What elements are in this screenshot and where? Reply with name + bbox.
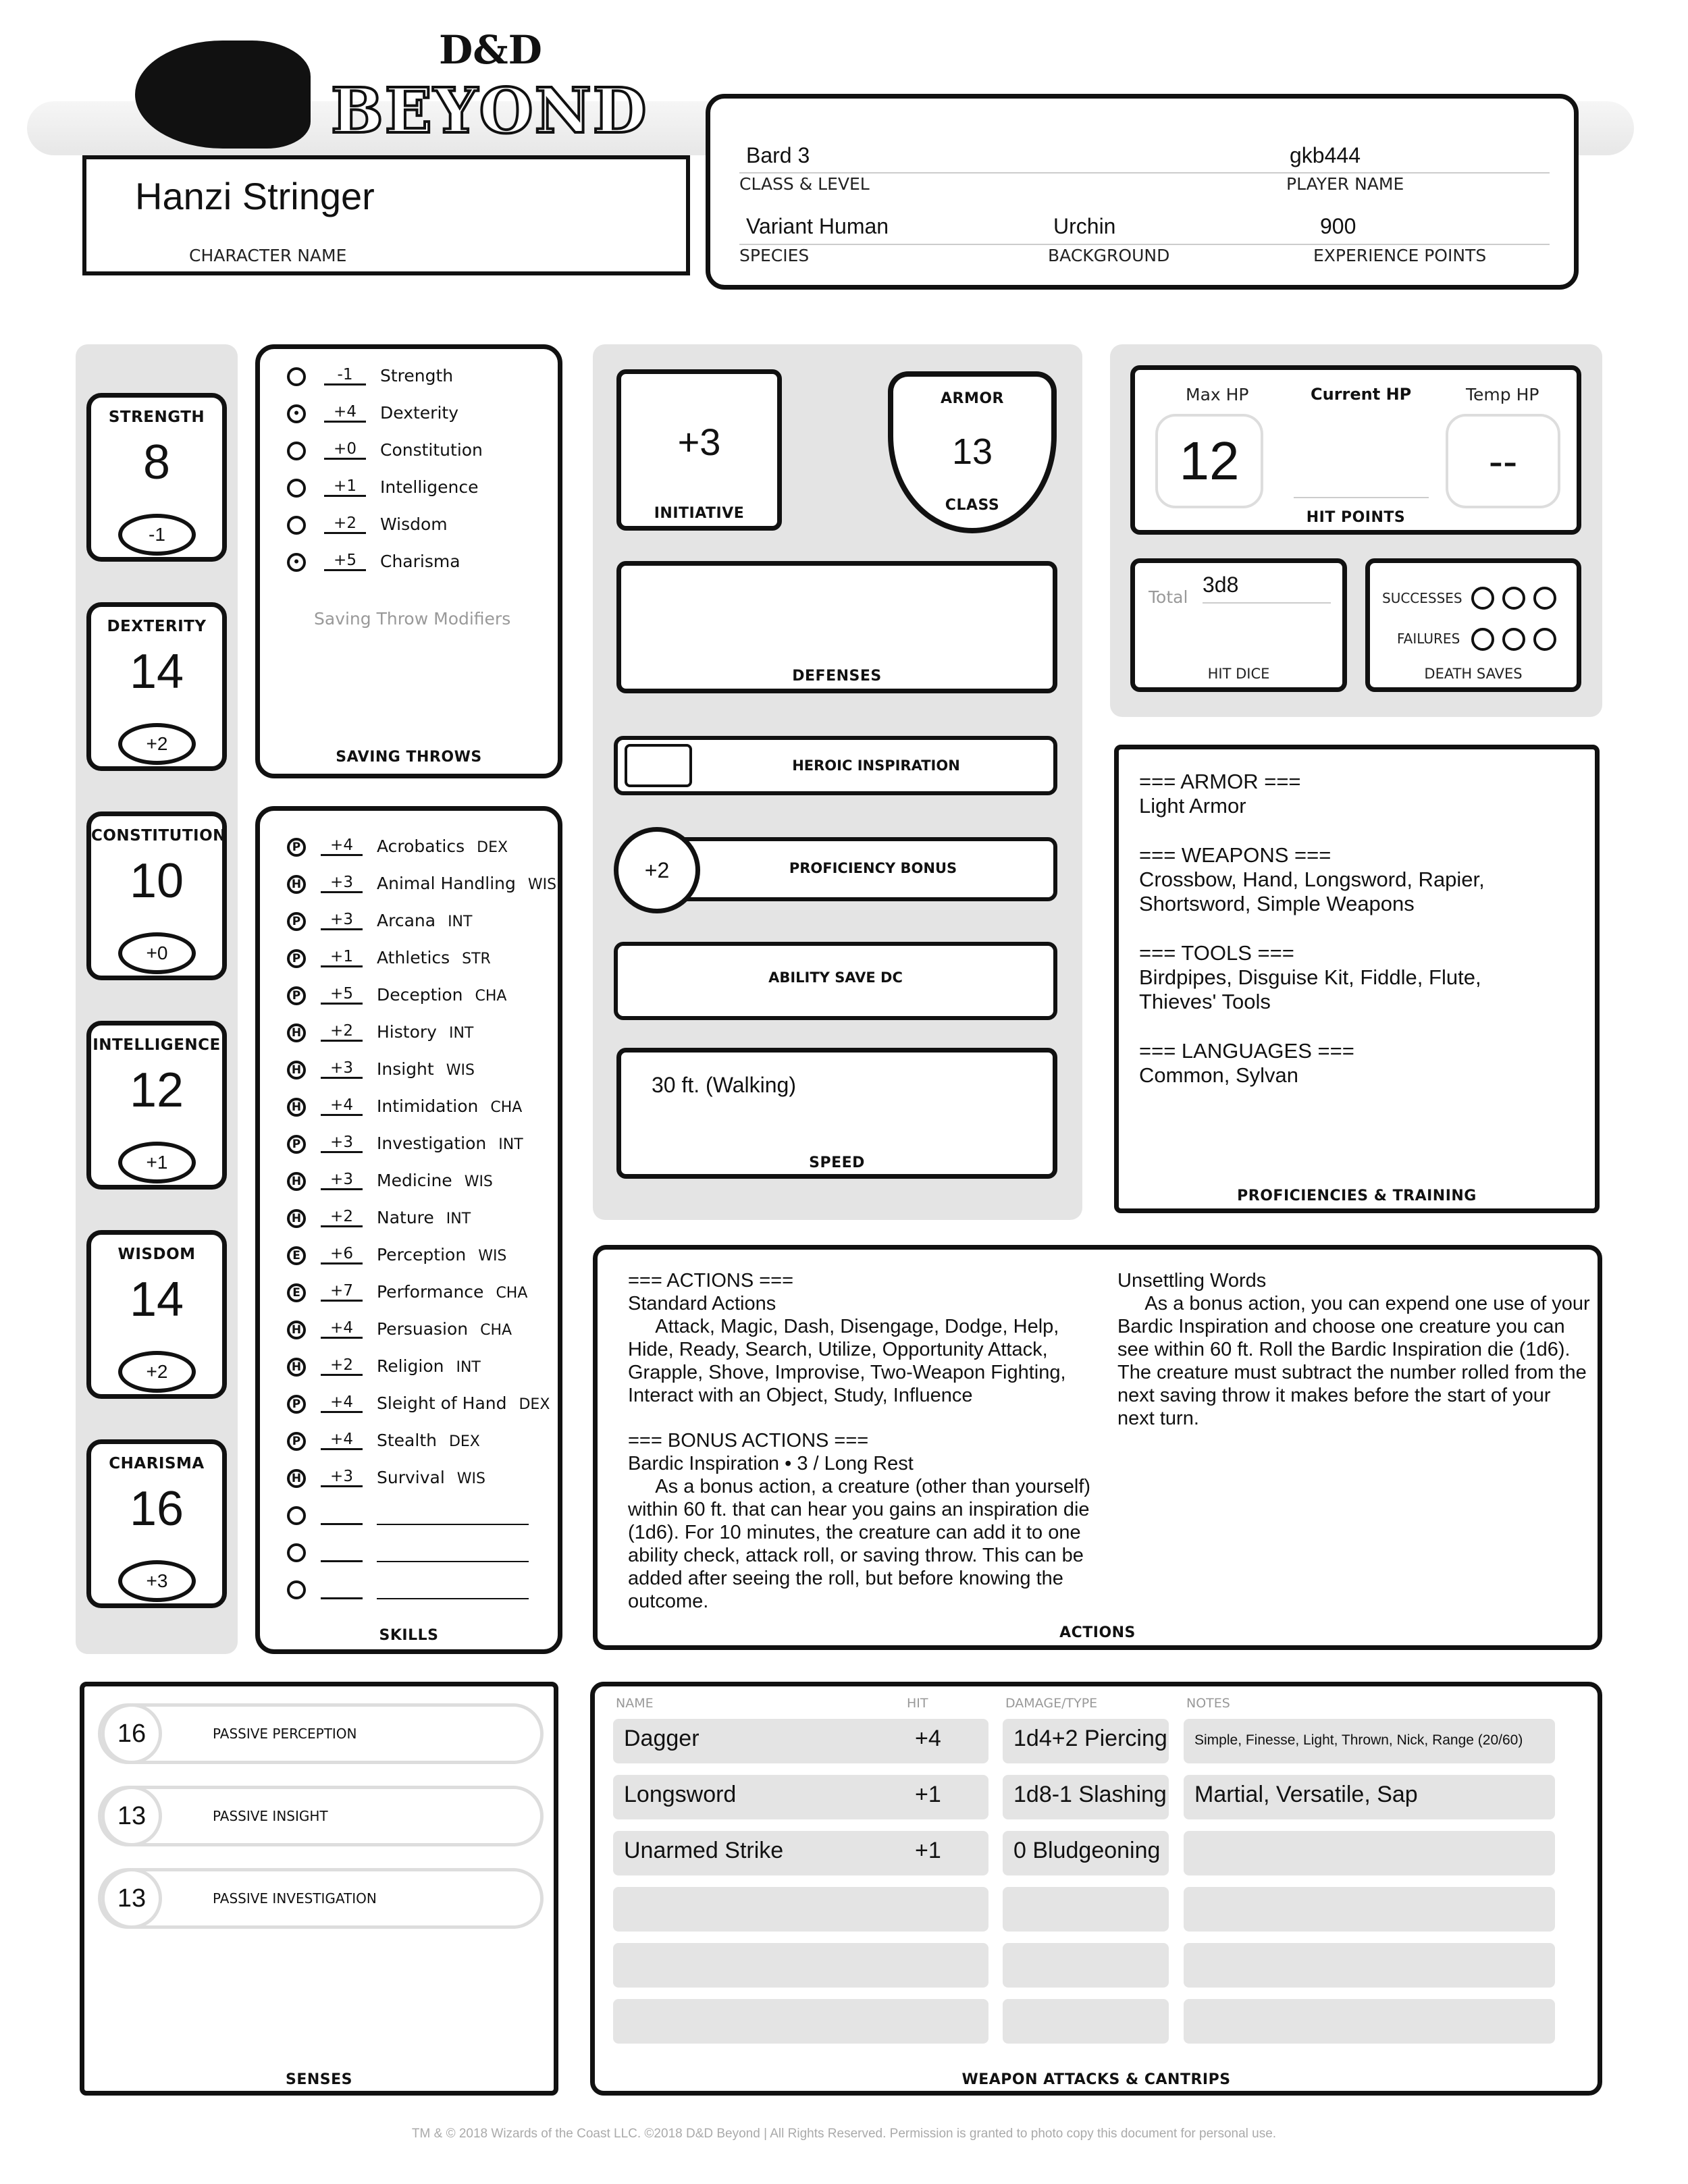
skill-label: Arcana [377,911,436,930]
skill-name [377,1356,481,1376]
death-saves-label: DEATH SAVES [1424,666,1523,682]
skill-ability: DEX [448,1433,480,1450]
hit-dice-box [1130,558,1347,692]
saving-throw-modifier: -1 [324,366,366,385]
divider [739,172,1550,174]
skill-name [377,1171,493,1190]
empty-circle-icon[interactable] [287,1580,306,1599]
skill-modifier: +4 [321,836,363,856]
proficiency-p-icon[interactable]: P [287,838,306,857]
weapon-column-header: HIT [907,1696,928,1711]
skill-name [377,1319,512,1339]
ability-modifier-oval [118,1351,196,1393]
blank-modifier[interactable] [321,1579,363,1599]
actions-text-right: Unsettling Words As a bonus action, you can expend one use of your Bardic Inspiration and choose one creature you can see within 60 ft. Roll the Bardic Inspiration die (1d6). The creature must subtract the number rolled from the next saving throw it makes before the start of your next turn. [1117,1270,1590,1429]
max-hp-label: Max HP [1186,385,1249,404]
not-proficient-circle-icon[interactable] [287,367,306,386]
background-label: BACKGROUND [1048,246,1170,265]
skill-ability: CHA [475,988,507,1005]
skill-ability: INT [456,1359,481,1376]
skills-title: SKILLS [379,1627,439,1644]
armor-class-value[interactable]: 13 [951,431,993,472]
max-hp-value: 12 [1179,431,1240,491]
skill-row [273,948,557,982]
skill-ability: INT [448,913,473,930]
skill-ability: DEX [519,1396,550,1413]
ability-box-charisma [86,1439,227,1608]
sense-value: 13 [117,1801,147,1830]
skill-row [273,1431,557,1464]
proficiency-p-icon[interactable]: P [287,1395,306,1414]
ability-box-dexterity [86,602,227,771]
current-hp-label: Current HP [1311,385,1412,404]
ability-score[interactable]: 12 [129,1063,184,1117]
weapon-notes[interactable]: Martial, Versatile, Sap [1184,1775,1555,1819]
skill-ability: WIS [456,1470,486,1487]
proficiency-e-icon[interactable]: E [287,1283,306,1302]
skill-name [377,911,472,930]
ability-save-dc-bar [614,942,1057,1020]
logo-beyond: BEYOND [331,74,648,147]
skill-row [273,1282,557,1316]
skill-name [377,1059,475,1079]
ability-modifier: +1 [146,1152,168,1173]
ability-modifier: +2 [146,1361,168,1382]
skill-row [273,1393,557,1427]
sense-value-circle [101,1868,162,1929]
ability-score[interactable]: 10 [129,854,184,908]
skill-name [377,836,508,856]
saving-throw-row [273,366,557,400]
proficiency-p-icon[interactable]: P [287,949,306,968]
proficiency-bonus-bar [648,837,1057,901]
blank-weapon-cell[interactable] [1003,1887,1169,1932]
saving-throws-title: SAVING THROWS [336,749,482,766]
blank-weapon-cell[interactable] [613,1943,924,1988]
saving-throw-name: Charisma [380,552,460,571]
blank-skill-name[interactable] [377,1579,529,1599]
saving-throws-box [255,344,562,778]
weapon-column-header: NOTES [1186,1696,1230,1711]
skill-label: Medicine [377,1171,452,1190]
defenses-label: DEFENSES [792,668,882,685]
skill-label: Stealth [377,1431,437,1450]
proficiency-e-icon[interactable]: E [287,1246,306,1265]
skill-ability: CHA [480,1322,512,1339]
weapon-damage[interactable]: 0 Bludgeoning [1003,1831,1169,1875]
blank-skill-row[interactable] [273,1505,557,1539]
senses-title: SENSES [285,2071,352,2088]
skill-modifier: +2 [321,1208,363,1227]
skill-ability: WIS [446,1062,475,1079]
skill-modifier: +2 [321,1356,363,1376]
failure-checkbox[interactable] [1533,628,1556,651]
skill-ability: INT [498,1136,523,1153]
proficiency-h-icon[interactable]: H [287,1469,306,1488]
skill-row [273,985,557,1019]
proficiency-h-icon[interactable]: H [287,1358,306,1377]
saving-throw-modifiers-label: Saving Throw Modifiers [314,609,511,629]
experience-points[interactable]: 900 [1320,214,1356,238]
blank-skill-row[interactable] [273,1542,557,1576]
skill-row [273,1319,557,1353]
actions-box [593,1245,1602,1650]
skill-row [273,1096,557,1130]
skill-name [377,1096,522,1116]
sense-label: PASSIVE PERCEPTION [213,1726,357,1742]
skill-label: Animal Handling [377,874,516,893]
class-label: CLASS [945,497,1000,514]
player-name-label: PLAYER NAME [1286,174,1404,194]
skill-label: Deception [377,985,463,1005]
proficiency-h-icon[interactable]: H [287,1061,306,1080]
armor-class-shield [888,371,1057,533]
saving-throw-name: Dexterity [380,403,458,423]
saving-throw-row [273,514,557,548]
ability-box-intelligence [86,1021,227,1190]
actions-title: ACTIONS [1059,1624,1136,1641]
saving-throw-row [273,440,557,474]
proficiency-p-icon[interactable]: P [287,912,306,931]
ability-modifier: +3 [146,1570,168,1591]
speed-box [616,1048,1057,1179]
saving-throw-modifier: +0 [324,440,366,460]
weapon-name[interactable]: Unarmed Strike [613,1831,924,1875]
heroic-inspiration-label: HEROIC INSPIRATION [792,757,960,774]
skill-label: Nature [377,1208,434,1227]
success-checkbox[interactable] [1502,587,1525,610]
skill-ability: INT [446,1210,471,1227]
skill-ability: CHA [496,1285,528,1302]
class-level-label: CLASS & LEVEL [739,174,870,194]
initiative-box [616,369,782,531]
saving-throw-name: Constitution [380,440,483,460]
skill-ability: WIS [464,1173,493,1190]
character-name-label: CHARACTER NAME [189,246,347,265]
skill-row [273,1356,557,1390]
blank-weapon-cell[interactable] [613,1887,924,1932]
blank-modifier[interactable] [321,1542,363,1562]
ability-box-constitution [86,811,227,980]
weapon-damage[interactable]: 1d4+2 Piercing [1003,1719,1169,1763]
skill-label: Investigation [377,1134,487,1153]
success-checkbox[interactable] [1533,587,1556,610]
proficiency-h-icon[interactable]: H [287,1023,306,1042]
ability-box-strength [86,393,227,562]
blank-weapon-cell[interactable] [904,1943,988,1988]
skill-label: Perception [377,1245,467,1264]
skill-name [377,1208,471,1227]
skill-modifier: +3 [321,1059,363,1079]
saving-throw-modifier: +2 [324,514,366,534]
ability-modifier: +0 [146,942,168,963]
skill-label: Sleight of Hand [377,1393,507,1413]
skill-label: Acrobatics [377,836,465,856]
ability-score[interactable]: 8 [142,435,171,489]
proficiency-bonus-value: +2 [644,857,670,882]
proficiency-h-icon[interactable]: H [287,1172,306,1191]
successes-label: SUCCESSES [1382,590,1462,606]
ability-modifier-oval [118,514,196,556]
skill-ability: CHA [490,1099,523,1116]
ability-modifier-oval [118,723,196,765]
sense-value-circle [101,1786,162,1846]
empty-circle-icon[interactable] [287,1543,306,1562]
skill-label: Religion [377,1356,444,1376]
actions-text-left: === ACTIONS === Standard Actions Attack, Magic, Dash, Disengage, Dodge, Help, Hide, Ready, Search, Utilize, Opportunity Attack, Grapple, Shove, Improvise, Two-Weapon Fighting, Interact with an Object, Study, Influence === BONUS ACTIONS === Bardic Inspiration • 3 / Long Rest As a bonus action, a creature (other than yourself) within 60 ft. that can hear you gains an inspiration die (1d6). For 10 minutes, the creature can add it to one ability check, attack roll, or saving throw. This can be added after seeing the roll, but before knowing the outcome. [628,1270,1091,1612]
weapon-hit[interactable]: +4 [904,1719,988,1763]
death-saves-box [1365,558,1581,692]
skill-row [273,1022,557,1056]
dragon-logo-icon [135,41,311,149]
skill-label: Survival [377,1468,445,1487]
logo-dnd: D&D [439,27,542,73]
hit-dice-total-label: Total [1149,587,1188,607]
weapon-column-header: NAME [616,1696,654,1711]
sense-row [98,1786,544,1846]
skill-ability: WIS [527,876,557,893]
skill-label: History [377,1022,437,1042]
temp-hp-octagon[interactable] [1446,414,1560,508]
saving-throw-name: Strength [380,366,454,385]
skill-modifier: +7 [321,1282,363,1302]
skill-modifier: +6 [321,1245,363,1264]
player-name[interactable]: gkb444 [1290,143,1361,167]
saving-throw-modifier: +4 [324,403,366,423]
skill-ability: WIS [478,1248,507,1264]
initiative-value[interactable]: +3 [677,421,721,463]
hit-points-label: HIT POINTS [1306,509,1406,526]
not-proficient-circle-icon[interactable] [287,442,306,460]
weapon-hit[interactable]: +1 [904,1775,988,1819]
not-proficient-circle-icon[interactable] [287,479,306,498]
success-checkbox[interactable] [1471,587,1494,610]
failures-label: FAILURES [1397,631,1460,647]
speed-label: SPEED [809,1154,865,1171]
skill-modifier: +4 [321,1096,363,1116]
skill-modifier: +3 [321,1468,363,1487]
skill-label: Intimidation [377,1096,479,1116]
proficiencies-text: === ARMOR === Light Armor === WEAPONS === Crossbow, Hand, Longsword, Rapier, Shortsword, Simple Weapons === TOOLS === Birdpipes, Disguise Kit, Fiddle, Flute, Thieves' Tools === LANGUAGES === Common, Sylvan [1139,770,1485,1088]
skill-name [377,1134,523,1153]
skill-row [273,1059,557,1093]
ability-name: CHARISMA [109,1455,205,1472]
speed-value[interactable]: 30 ft. (Walking) [652,1073,796,1097]
skill-row [273,836,557,870]
saving-throw-row [273,403,557,437]
skill-modifier: +3 [321,874,363,893]
proficiencies-box [1114,745,1600,1213]
blank-weapon-cell[interactable] [1003,1999,1169,2044]
skill-label: Performance [377,1282,484,1302]
skill-row [273,1208,557,1242]
failure-checkbox[interactable] [1502,628,1525,651]
hit-dice-label: HIT DICE [1207,666,1270,682]
empty-circle-icon[interactable] [287,1506,306,1525]
weapon-notes[interactable]: Simple, Finesse, Light, Thrown, Nick, Range (20/60) [1184,1719,1555,1763]
skill-modifier: +4 [321,1431,363,1450]
temp-hp-value: -- [1488,437,1518,485]
blank-skill-row[interactable] [273,1579,557,1613]
skill-label: Persuasion [377,1319,469,1339]
skill-ability: INT [448,1025,474,1042]
skill-row [273,911,557,944]
proficiency-p-icon[interactable]: P [287,1432,306,1451]
saving-throw-modifier: +1 [324,477,366,497]
senses-box [80,1682,558,2096]
sense-row [98,1703,544,1764]
weapon-attacks-title: WEAPON ATTACKS & CANTRIPS [961,2071,1231,2088]
defenses-box [616,561,1057,693]
blank-weapon-cell[interactable] [904,1999,988,2044]
weapon-hit[interactable]: +1 [904,1831,988,1875]
skill-modifier: +3 [321,1134,363,1153]
skill-row [273,1134,557,1167]
ability-modifier: -1 [149,524,165,545]
sense-label: PASSIVE INSIGHT [213,1808,328,1824]
skill-modifier: +5 [321,985,363,1005]
ability-name: CONSTITUTION [91,827,226,845]
skill-name [377,1431,480,1450]
current-hp-field[interactable] [1294,417,1429,498]
ability-name: INTELLIGENCE [93,1036,221,1054]
species-label: SPECIES [739,246,810,265]
ability-name: WISDOM [117,1246,196,1263]
skill-label: Insight [377,1059,434,1079]
skill-label: Athletics [377,948,450,967]
proficiency-h-icon[interactable]: H [287,1209,306,1228]
skill-modifier: +2 [321,1022,363,1042]
ability-score[interactable]: 14 [129,1273,184,1327]
heroic-inspiration-checkbox[interactable] [625,744,692,787]
blank-modifier[interactable] [321,1505,363,1525]
ability-name: STRENGTH [108,408,205,426]
proficiency-h-icon[interactable]: H [287,1098,306,1117]
character-name[interactable]: Hanzi Stringer [135,175,375,217]
skill-modifier: +1 [321,948,363,967]
skill-name [377,948,491,967]
species[interactable]: Variant Human [746,214,889,238]
ability-modifier-oval [118,932,196,974]
ability-modifier-oval [118,1142,196,1183]
saving-throw-row [273,552,557,585]
hit-dice-value[interactable]: 3d8 [1203,572,1239,597]
weapon-name[interactable]: Longsword [613,1775,924,1819]
skill-modifier: +3 [321,911,363,930]
skill-ability: STR [462,951,491,967]
weapon-attacks-box [590,1682,1602,2096]
blank-weapon-cell[interactable] [1184,1887,1555,1932]
skill-name [377,874,556,893]
blank-weapon-cell[interactable] [613,1999,924,2044]
footer-copyright: TM & © 2018 Wizards of the Coast LLC. ©2018 D&D Beyond | All Rights Reserved. Permission is granted to photo copy this document for personal use. [411,2127,1277,2141]
failure-checkbox[interactable] [1471,628,1494,651]
ability-name: DEXTERITY [107,618,207,635]
blank-weapon-cell[interactable] [1184,1943,1555,1988]
sense-value-circle [101,1703,162,1764]
skills-box [255,806,562,1654]
skill-name [377,1468,485,1487]
divider [1203,602,1331,604]
skill-modifier: +3 [321,1171,363,1190]
sense-label: PASSIVE INVESTIGATION [213,1890,377,1907]
skill-row [273,1468,557,1501]
sense-value: 16 [117,1719,147,1748]
background[interactable]: Urchin [1053,214,1116,238]
ability-modifier: +2 [146,733,168,754]
proficiency-bonus-label: PROFICIENCY BONUS [789,860,957,876]
saving-throw-name: Intelligence [380,477,479,497]
blank-skill-name[interactable] [377,1542,529,1562]
saving-throw-name: Wisdom [380,514,448,534]
max-hp-octagon [1155,414,1263,508]
skill-row [273,1171,557,1204]
divider [739,244,1550,245]
skill-name [377,985,506,1005]
proficiency-h-icon[interactable]: H [287,875,306,894]
proficiency-p-icon[interactable]: P [287,986,306,1005]
proficient-dot-icon[interactable]: • [287,404,306,423]
weapon-notes[interactable] [1184,1831,1555,1875]
skill-row [273,1245,557,1279]
saving-throw-row [273,477,557,511]
proficiency-bonus-circle [614,827,700,913]
skill-name [377,1022,473,1042]
blank-skill-name[interactable] [377,1505,529,1525]
skill-name [377,1393,550,1413]
heroic-inspiration-bar[interactable] [614,736,1057,795]
initiative-label: INITIATIVE [654,505,745,522]
proficiencies-title: PROFICIENCIES & TRAINING [1237,1188,1477,1204]
skill-name [377,1245,506,1264]
skill-ability: DEX [477,839,508,856]
proficiency-p-icon[interactable]: P [287,1135,306,1154]
skill-modifier: +4 [321,1319,363,1339]
blank-weapon-cell[interactable] [904,1887,988,1932]
proficiency-h-icon[interactable]: H [287,1321,306,1339]
proficient-dot-icon[interactable]: • [287,553,306,572]
ability-score[interactable]: 16 [129,1482,184,1536]
not-proficient-circle-icon[interactable] [287,516,306,535]
blank-weapon-cell[interactable] [1003,1943,1169,1988]
ability-save-dc-label: ABILITY SAVE DC [768,969,903,986]
weapon-damage[interactable]: 1d8-1 Slashing [1003,1775,1169,1819]
sense-value: 13 [117,1884,147,1913]
skill-row [273,874,557,907]
temp-hp-label: Temp HP [1466,385,1539,404]
experience-points-label: EXPERIENCE POINTS [1313,246,1487,265]
skill-modifier: +4 [321,1393,363,1413]
ability-score[interactable]: 14 [129,645,184,699]
ability-box-wisdom [86,1230,227,1399]
hit-points-box [1130,365,1581,535]
skill-name [377,1282,527,1302]
class-level[interactable]: Bard 3 [746,143,810,167]
blank-weapon-cell[interactable] [1184,1999,1555,2044]
saving-throw-modifier: +5 [324,552,366,571]
weapon-name[interactable]: Dagger [613,1719,924,1763]
armor-label: ARMOR [940,390,1004,407]
ability-modifier-oval [118,1560,196,1602]
weapon-column-header: DAMAGE/TYPE [1005,1696,1098,1711]
sense-row [98,1868,544,1929]
